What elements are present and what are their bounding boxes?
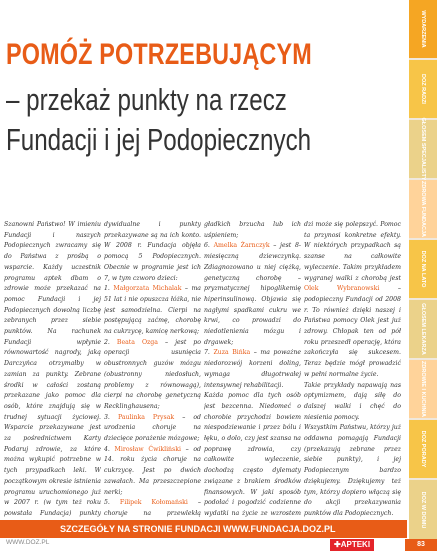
section-tab-label: ZDROWA FUNDACJA [420,180,426,238]
article-title: POMÓŻ POTRZEBUJĄCYM [6,38,312,71]
section-tab-zdrowie-i-kuchnia [409,360,437,418]
section-tab-label: WYDARZENIA [420,10,426,48]
section-tab-wydarzenia [409,0,437,58]
beneficiary-name: Zuza Bińka [213,349,251,357]
apteki-logo: ✚APTEKI [330,539,374,551]
list-item: 7. Zuza Bińka – ma poważne niedorozwój korzeni doling, wymaga długotrwałej intensywnej rehabilitacji. [204,349,301,389]
section-tab-label: GŁOSEM LEKARZA [420,303,426,355]
highlight-name: Olek Wybranowski [304,285,380,293]
article-subtitle-line-1: – przekaż punkty na rzecz [6,82,287,117]
section-tab-label: DOZ NA LATO [420,250,426,288]
col3-lead: gładkich brzucha lub ich uśpieniem; [204,221,301,239]
beneficiary-desc: ma poważne niedorozwój korzeni doling, wymaga długotrwałej intensywnej rehabilitacji. [204,349,301,389]
section-tab-label: DOZ PORADY [420,430,426,468]
beneficiary-desc: choruje na przewlekłą [104,509,201,517]
article-subtitle-line-2: Fundacji i jej Podopiecznych [6,122,312,157]
list-item: 5. Filipek Kołomański – choruje na przewlekłą [104,498,201,520]
col4-paragraph-3: Wszystkim Państwu, którzy już oddawna pomagają Fundacji (przekazują zebrane przez siebie punkty), i jej Podopiecznym bardzo dziękujemy. Dziękujemy też tym, którzy dopiero włączą się do akcji przekazywania punktów dla Podopiecznych. [304,424,401,517]
beneficiary-name: Amelka Żarnczyk [213,242,270,250]
col2-intro: dywidualne i punkty przekazywane są na ich konto. W 2008 r. Fundacja objęła pomocą 5 Podopiecznych. Obecnie w programie jest ich 7, w tym czworo dzieci: [104,221,201,282]
beneficiary-name: Paulinka Prysak [117,413,175,421]
body-column-1 [4,220,101,520]
article-body [4,220,404,520]
col1-text: Szanowni Państwo! W imieniu Fundacji i naszych Podopiecznych zwracamy się do Państwa z prośbą o wsparcie. Każdy uczestnik programu aptek dbam o zdrowie może przekazać na pomoc Fundacji i jej Podopiecznych dowolną liczbę zebranych przez siebie punktów. Na rachunek Fundacji wpłynie równowartość nagrody, jaką Darczyńca otrzymałby w zamian za punkty. Zebrane środki w całości zostaną przekazane jako pomoc dla osób, które znajdują się w trudnej sytuacji życiowej. Wsparcie przekazywane jest za pośrednictwem Karty Podaruj zdrowie, za które można wykupić potrzebne w tych przypadkach leki. W początkowym okresie istnienia programu uruchomionego już w 2007 r. (w tym też roku powstała Fundacja) punkty [4,221,101,517]
beneficiary-desc: od 14. roku życia choruje na cukrzycę. Jest po dwóch zawałach. Ma przeszczepione nerki; [104,445,201,496]
beneficiary-desc: ma 51 lat i nie opuszcza łóżka, nie jest samodzielna. Cierpi na postępującą zaćmę, chorobę na cukrzycę, kamicę nerkową; [104,285,201,336]
body-column-2 [104,220,201,520]
beneficiary-desc: od urodzenia choruje na dziecięce porażenie mózgowe; [104,413,201,443]
list-item: 2. Beata Ozga – jest po operacji usunięcia obustronnych guzów mózgu (obustronny niedosłuch, problemy z równowagą), cierpi na chorobę genetyczną Recklinghausena; [104,338,201,410]
body-column-4 [304,220,401,520]
beneficiary-name: Beata Ozga [116,338,158,346]
list-item: 6. Amelka Żarnczyk – jest 8-miesięczną dziewczynką. Zdiagnozowano u niej ciężką, genetyczną chorobę – pryzmatycznej hipoglikemię hiperinsulinową. Objawia się nagłymi spadkami cukru we krwi, co prowadzi do niedotlenienia mózgu i drgawek; [204,242,301,346]
section-tabs [409,0,437,539]
section-tab-doz-porady [409,420,437,478]
section-tab-zdrowa-fundacja [409,180,437,238]
col4-paragraph-2: Takie przykłady napawają nas optymizmem, dają siłę do dalszej walki i chęć do niesienia pomocy. [304,381,401,421]
section-tab-doz-w-domu [409,480,437,539]
beneficiary-desc: jest po operacji usunięcia obustronnych guzów mózgu (obustronny niedosłuch, problemy z równowagą), cierpi na chorobę genetyczną Recklinghausena; [104,338,201,410]
beneficiary-name: Małgorzata Michalak [113,285,182,293]
section-tab-label: ZDROWIE I KUCHNIA [420,361,426,417]
section-tab-glosem-lekarza [409,300,437,358]
site-url: WWW.DOZ.PL [6,539,50,546]
list-item: 3. Paulinka Prysak – od urodzenia choruje na dziecięce porażenie mózgowe; [104,413,201,443]
section-tab-glosem-specjalisty [409,117,437,181]
page-number: 83 [405,539,437,551]
col3-tail: Każda pomoc dla tych osób jest bezcenna. Niedomeć o chorobie przychodzi bowiem niespodziewanie i przez bólu i łęku, o dolo, czy jest szansa na poprawę zdrowia, czy całkowite wyleczenie, dochodzą często dylematy związane z brakiem środków finansowych. W jaki sposób podołać i pogodzić codzienne wydatki na życie ze wzrostem [204,392,301,517]
beneficiary-name: Filipek Kołomański [119,499,188,507]
section-tab-doz-na-lato [409,240,437,298]
col4-paragraph-1: dzi może się polepszyć. Pomoc ta przynosi konkretne efekty. W niektórych przypadkach są szanse na całkowite wyleczenie. Takim przykładem wygranej walki z chorobą jest Olek Wybranowski – podopieczny Fundacji od 2008 r. To również dzięki naszej i Państwa pomocy Olek jest już zdrowy. Chłopak ten od pół roku przeszedł operację, która zakończyła się sukcesem. Teraz będzie mógł prowadzić w pełni normalne życie. [304,221,401,378]
section-tab-label: DOZ W DOMU [420,491,426,528]
list-item: 4. Mirosław Ćwikliński – od 14. roku życia choruje na cukrzycę. Jest po dwóch zawałach. Ma przeszczepione nerki; [104,445,201,496]
col4-p1-start: dzi może się polepszyć. Pomoc ta przynosi konkretne efekty. W niektórych przypadkach są szanse na całkowite wyleczenie. Takim przykładem wygranej walki z chorobą jest [304,221,401,282]
section-tab-doz-radzi [409,60,437,118]
list-item: 1. Małgorzata Michalak – ma 51 lat i nie opuszcza łóżka, nie jest samodzielna. Cierpi na postępującą zaćmę, chorobę na cukrzycę, kamicę nerkową; [104,285,201,336]
section-tab-label: GŁOSEM SPECJALISTY [420,117,426,181]
footer-banner: SZCZEGÓŁY NA STRONIE FUNDACJI WWW.FUNDACJA.DOZ.PL [0,520,407,538]
beneficiary-desc: jest 8-miesięczną dziewczynką. Zdiagnozowano u niej ciężką, genetyczną chorobę – pryzmatycznej hipoglikemię hiperinsulinową. Objawia się nagłymi spadkami cukru we krwi, co prowadzi do niedotlenienia mózgu i drgawek; [204,242,301,346]
section-tab-label: DOZ RADZI [420,74,426,104]
body-column-3 [204,220,301,520]
col4-p1-end: podopieczny Fundacji od 2008 r. To również dzięki naszej i Państwa pomocy Olek jest już zdrowy. Chłopak ten od pół roku przeszedł operację, która zakończyła się sukcesem. Teraz będzie mógł prowadzić w pełni normalne życie. [304,295,401,378]
beneficiary-name: Mirosław Ćwikliński [114,445,181,453]
